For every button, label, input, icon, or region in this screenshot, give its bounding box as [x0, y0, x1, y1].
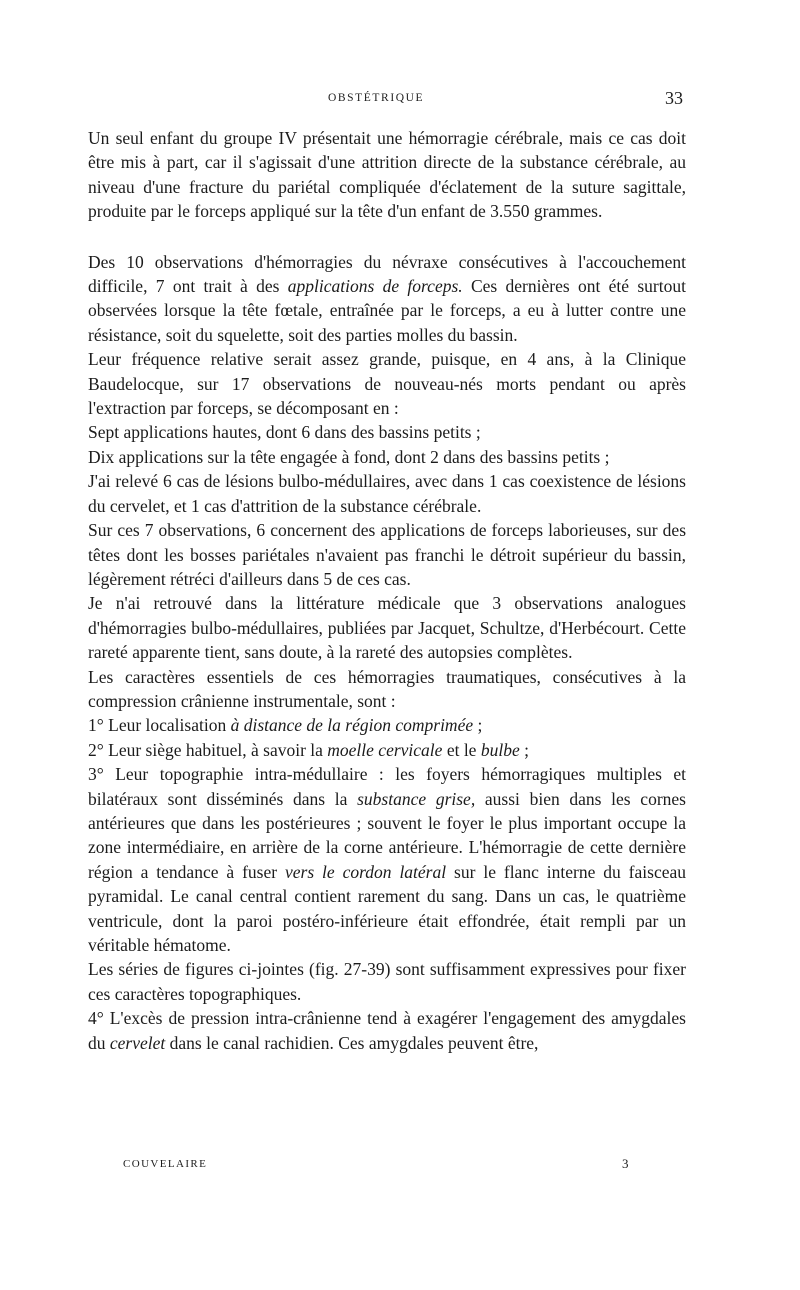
list-item-3 — [88, 762, 686, 957]
emphasis-text: cervelet — [109, 1032, 166, 1053]
page-header — [0, 88, 800, 118]
paragraph-4 — [88, 420, 686, 444]
emphasis-text: bulbe — [480, 739, 520, 760]
page-number: 33 — [665, 88, 683, 108]
paragraph-6 — [88, 469, 686, 518]
paragraph-text: Ces dernières ont été surtout observées lorsque la tête fœtale, entraînée par le forceps, a eu à lutter contre une résistance, soit du squelette, soit des parties molles du bassin. — [88, 276, 686, 345]
emphasis-text: vers le cordon latéral — [284, 861, 447, 882]
paragraph-text: Leur fréquence relative serait assez grande, puisque, en 4 ans, à la Clinique Baudelocque, sur 17 observations de nouveau-nés morts pendant ou après l'extraction par forceps, se décomposant en : — [88, 349, 686, 419]
paragraph-3 — [88, 347, 686, 420]
paragraph-9 — [88, 665, 686, 714]
emphasis-text: moelle cervicale — [327, 739, 443, 760]
emphasis-text: à distance de la région comprimée — [230, 715, 474, 736]
paragraph-text: Les caractères essentiels de ces hémorragies traumatiques, consécutives à la compression crânienne instrumentale, sont : — [88, 666, 686, 711]
emphasis-text: applications de forceps. — [287, 276, 463, 297]
paragraph-text: aussi bien dans les cornes antérieures que dans les postérieures ; souvent le foyer le plus important occupe la zone intermédiaire, en arrière de la corne antérieure. L'hémorragie de cette dernière région a tendance à fuser — [88, 788, 686, 882]
list-item-1 — [88, 713, 686, 737]
paragraph-text: Des 10 observations d'hémorragies du névraxe consécutives à l'accouchement difficile, 7 ont trait à des — [88, 251, 686, 297]
paragraph-text: ; — [519, 739, 529, 760]
paragraph-text: Sur ces 7 observations, 6 concernent des applications de forceps laborieuses, sur des têtes dont les bosses pariétales n'avaient pas franchi le détroit supérieur du bassin, légèrement rétréci d'ailleurs dans 5 de ces cas. — [88, 520, 686, 589]
sheet-number: 3 — [622, 1156, 629, 1171]
paragraph-text: ; — [473, 715, 483, 736]
paragraph-text: Les séries de figures ci-jointes (fig. 27-39) sont suffisamment expressives pour fixer ces caractères topographiques. — [88, 959, 686, 1004]
paragraph-text: et le — [442, 739, 481, 760]
list-item-4 — [88, 1006, 686, 1055]
paragraph-5 — [88, 445, 686, 469]
paragraph-2 — [88, 250, 686, 348]
paragraph-text: dans le canal rachidien. Ces amygdales peuvent être, — [165, 1032, 539, 1053]
paragraph-text: Je n'ai retrouvé dans la littérature médicale que 3 observations analogues d'hémorragies bulbo-médullaires, publiées par Jacquet, Schultze, d'Herbécourt. Cette rareté apparente tient, sans doute, à la rareté des autopsies complètes. — [88, 593, 686, 663]
paragraph-7 — [88, 518, 686, 591]
paragraph-text: sur le flanc interne du faisceau pyramidal. Le canal central contient rarement du sang. Dans un cas, le quatrième ventricule, dont la paroi postéro-inférieure était effondrée, était rempli par un véritable hématome. — [88, 861, 686, 955]
paragraph-text: Un seul enfant du groupe IV présentait une hémorragie cérébrale, mais ce cas doit être mis à part, car il s'agissait d'une attrition directe de la substance cérébrale, au niveau d'une fracture du pariétal compliquée d'éclatement de la suture sagittale, produite par le forceps appliqué sur la tête d'un enfant de 3.550 grammes. — [88, 128, 686, 222]
paragraph-text: 3° Leur topographie intra-médullaire : les foyers hémorragiques multiples et bilatéraux sont disséminés dans la — [88, 764, 686, 809]
paragraph-text: Sept applications hautes, dont 6 dans des bassins petits ; — [88, 422, 481, 443]
running-title: OBSTÉTRIQUE — [328, 92, 425, 104]
list-item-2 — [88, 738, 686, 762]
paragraph-text: 1° Leur localisation — [88, 715, 231, 736]
paragraph-8 — [88, 591, 686, 664]
paragraph-13 — [88, 957, 686, 1006]
paragraph-text: 4° L'excès de pression intra-crânienne tend à exagérer l'engagement des amygdales du — [88, 1008, 686, 1053]
paragraph-1 — [88, 126, 686, 224]
body-text — [88, 126, 686, 1055]
paragraph-text: 2° Leur siège habituel, à savoir la — [88, 739, 328, 760]
page-footer — [0, 1158, 800, 1178]
emphasis-text: substance grise, — [357, 788, 476, 809]
paragraph-text: Dix applications sur la tête engagée à fond, dont 2 dans des bassins petits ; — [88, 446, 610, 467]
paragraph-text: J'ai relevé 6 cas de lésions bulbo-médullaires, avec dans 1 cas coexistence de lésions du cervelet, et 1 cas d'attrition de la substance cérébrale. — [88, 471, 686, 516]
signature-mark: COUVELAIRE — [123, 1158, 208, 1170]
